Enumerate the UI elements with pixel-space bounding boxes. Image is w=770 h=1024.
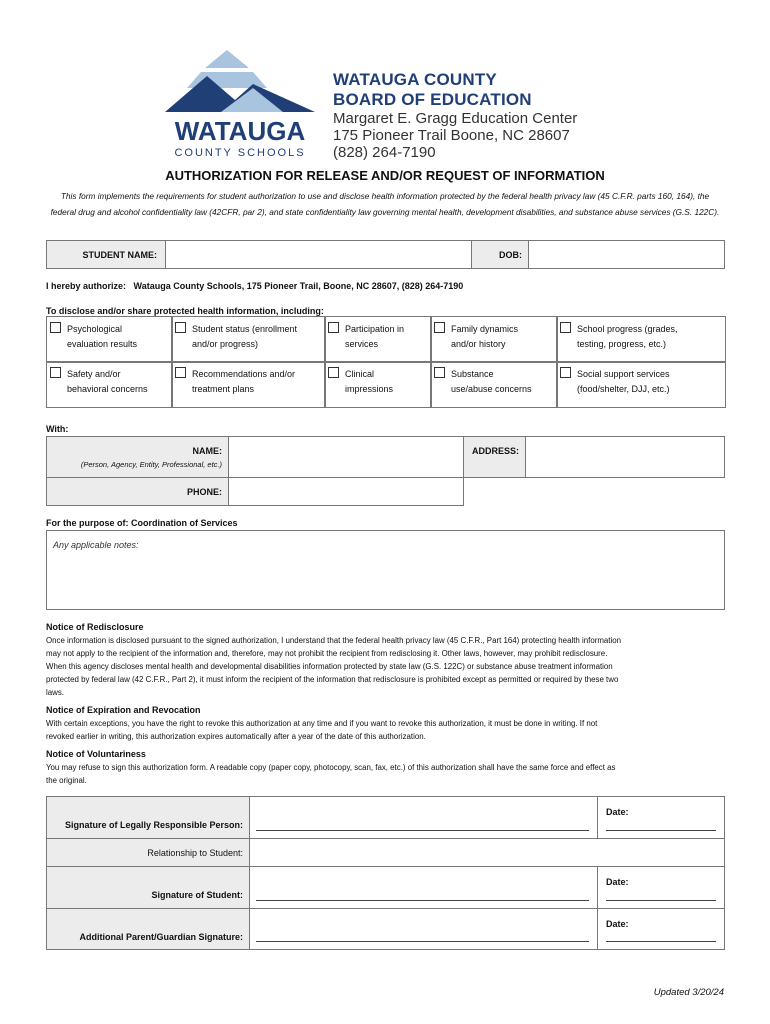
notes-placeholder: Any applicable notes:	[53, 540, 139, 550]
expiration-text: With certain exceptions, you have the right to revoke this authorization at any time and if you want to revoke this authorization, it must be done in writing. If not revoked earlier in writing, this authorization expires automatically after a year of the date of this authorization.	[46, 719, 598, 741]
student-name-field[interactable]	[165, 240, 472, 269]
dob-field[interactable]	[528, 240, 725, 269]
disclose-heading: To disclose and/or share protected health information, including:	[46, 306, 324, 316]
logo-subtitle: COUNTY SCHOOLS	[174, 147, 306, 159]
additional-signature-label-cell	[46, 908, 250, 950]
disclosure-option	[556, 316, 726, 363]
checkbox[interactable]	[560, 322, 571, 333]
checkbox-label: Recommendations and/or treatment plans	[192, 369, 296, 394]
student-signature-date-field[interactable]	[597, 866, 725, 909]
checkbox-label: Family dynamics and/or history	[451, 324, 519, 349]
checkbox-label: Substance use/abuse concerns	[451, 369, 532, 394]
redisclosure-heading: Notice of Redisclosure	[46, 622, 144, 632]
redisclosure-text: Once information is disclosed pursuant to the signed authorization, I understand that the federal health privacy law (45 C.F.R., Part 164) protecting health information may not apply to the recipient of the information and, therefore, may not prohibit the recipient from redisclosing it. Other laws, however, may prohibit redisclosure. When this agency discloses mental health and developmental disabilities information protected by state law (G.S. 122C) or substance abuse treatment information protected by federal law (42 C.F.R., Part 2), it must inform the recipient of the information that redisclosure is prohibited except as permitted or required by these two laws.	[46, 636, 622, 697]
checkbox-label: Safety and/or behavioral concerns	[67, 369, 148, 394]
student-signature-label: Signature of Student:	[151, 890, 243, 900]
recipient-address-label: ADDRESS:	[471, 446, 519, 456]
notes-field[interactable]	[46, 530, 725, 610]
org-address: 175 Pioneer Trail Boone, NC 28607	[333, 127, 570, 144]
logo-word: WATAUGA	[174, 116, 306, 146]
org-phone: (828) 264-7190	[333, 144, 436, 161]
disclosure-option	[324, 361, 432, 408]
expiration-heading: Notice of Expiration and Revocation	[46, 705, 201, 715]
recipient-name-label-cell	[46, 436, 229, 478]
student-date-label: Date:	[606, 877, 629, 887]
student-name-label-cell	[46, 240, 166, 269]
checkbox[interactable]	[560, 367, 571, 378]
org-name-line-1: WATAUGA COUNTY	[333, 70, 497, 89]
student-signature-field[interactable]	[249, 866, 598, 909]
watauga-logo	[165, 50, 315, 162]
legal-date-label: Date:	[606, 807, 629, 817]
recipient-address-field[interactable]	[525, 436, 725, 478]
checkbox[interactable]	[50, 367, 61, 378]
disclosure-option	[430, 316, 558, 363]
legal-signature-field[interactable]	[249, 796, 598, 839]
checkbox[interactable]	[328, 322, 339, 333]
disclosure-option	[171, 316, 326, 363]
checkbox-label: Student status (enrollment and/or progress)	[192, 324, 298, 349]
recipient-address-label-cell	[463, 436, 526, 478]
checkbox[interactable]	[328, 367, 339, 378]
recipient-phone-field[interactable]	[228, 477, 464, 506]
additional-signature-date-field[interactable]	[597, 908, 725, 950]
checkbox[interactable]	[50, 322, 61, 333]
student-signature-label-cell	[46, 866, 250, 909]
additional-date-label: Date:	[606, 919, 629, 929]
checkbox-label: Clinical impressions	[345, 369, 394, 394]
with-label: With:	[46, 424, 69, 434]
authorize-label: I hereby authorize:	[46, 281, 127, 291]
checkbox[interactable]	[434, 322, 445, 333]
disclosure-option	[324, 316, 432, 363]
voluntariness-text: You may refuse to sign this authorization form. A readable copy (paper copy, photocopy, scan, fax, etc.) of this authorization shall have the same force and effect as the original.	[46, 763, 616, 785]
dob-label-cell	[471, 240, 529, 269]
additional-signature-field[interactable]	[249, 908, 598, 950]
relationship-label-cell	[46, 838, 250, 867]
updated-footer: Updated 3/20/24	[653, 987, 724, 998]
form-title: AUTHORIZATION FOR RELEASE AND/OR REQUEST OF INFORMATION	[165, 168, 605, 183]
student-name-label: STUDENT NAME:	[82, 250, 157, 260]
additional-signature-label: Additional Parent/Guardian Signature:	[79, 932, 243, 942]
dob-label: DOB:	[499, 250, 522, 260]
checkbox[interactable]	[434, 367, 445, 378]
checkbox-label: Psychological evaluation results	[67, 324, 138, 349]
disclosure-option	[46, 316, 173, 363]
voluntariness-heading: Notice of Voluntariness	[46, 749, 146, 759]
checkbox[interactable]	[175, 322, 186, 333]
authorize-line	[46, 281, 463, 291]
recipient-phone-label-cell	[46, 477, 229, 506]
legal-signature-label: Signature of Legally Responsible Person:	[64, 820, 243, 830]
checkbox-label: Social support services (food/shelter, DJJ, etc.)	[577, 369, 670, 394]
disclosure-option	[556, 361, 726, 408]
recipient-name-label: NAME:	[192, 446, 222, 456]
checkbox-label: Participation in services	[345, 324, 405, 349]
relationship-label: Relationship to Student:	[147, 848, 243, 858]
recipient-phone-label: PHONE:	[186, 487, 222, 497]
center-name: Margaret E. Gragg Education Center	[333, 110, 578, 127]
legal-signature-date-field[interactable]	[597, 796, 725, 839]
checkbox-label: School progress (grades, testing, progress, etc.)	[577, 324, 678, 349]
checkbox[interactable]	[175, 367, 186, 378]
recipient-name-field[interactable]	[228, 436, 464, 478]
recipient-name-hint: (Person, Agency, Entity, Professional, etc.)	[80, 460, 222, 469]
disclosure-option	[46, 361, 173, 408]
disclosure-option	[430, 361, 558, 408]
purpose-label: For the purpose of: Coordination of Services	[46, 518, 238, 528]
authorize-value: Watauga County Schools, 175 Pioneer Trail, Boone, NC 28607, (828) 264-7190	[133, 281, 464, 291]
relationship-field[interactable]	[249, 838, 725, 867]
legal-signature-label-cell	[46, 796, 250, 839]
disclosure-option	[171, 361, 326, 408]
org-name-line-2: BOARD OF EDUCATION	[333, 90, 532, 109]
form-intro: This form implements the requirements for student authorization to use and disclose health information protected by the federal health privacy law (45 C.F.R. parts 160, 164), the federal drug and alcohol confidentiality law (42CFR, par 2), and state confidentiality law governing mental health, development disabilities, and substance abuse services (G.S. 122C).	[50, 191, 720, 217]
